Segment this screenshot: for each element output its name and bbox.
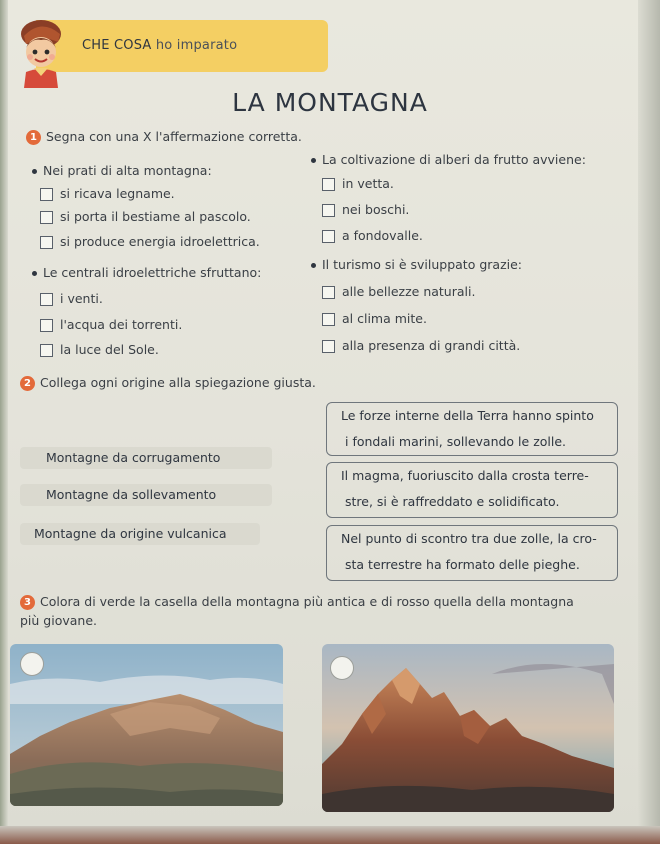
checkbox[interactable] xyxy=(322,286,335,299)
page-right-edge xyxy=(638,0,660,844)
q2-option-3[interactable]: a fondovalle. xyxy=(322,228,423,243)
origin-vulcanica[interactable]: Montagne da origine vulcanica xyxy=(20,523,260,545)
q3-option-1[interactable]: i venti. xyxy=(40,291,103,306)
origin-corrugamento[interactable]: Montagne da corrugamento xyxy=(20,447,272,469)
explanation-1[interactable]: Le forze interne della Terra hanno spinto i fondali marini, sollevando le zolle. xyxy=(326,402,618,456)
checkbox[interactable] xyxy=(322,204,335,217)
checkbox[interactable] xyxy=(322,313,335,326)
color-box-old-mountain[interactable] xyxy=(20,652,44,676)
exercise-3-instruction-line2: più giovane. xyxy=(20,613,98,628)
q3-option-2[interactable]: l'acqua dei torrenti. xyxy=(40,317,182,332)
checkbox[interactable] xyxy=(40,188,53,201)
bullet-icon xyxy=(311,263,316,268)
explanation-3[interactable]: Nel punto di scontro tra due zolle, la cro- sta terrestre ha formato delle pieghe. xyxy=(326,525,618,581)
q1-option-3[interactable]: si produce energia idroelettrica. xyxy=(40,234,260,249)
q4-option-3[interactable]: alla presenza di grandi città. xyxy=(322,338,520,353)
explanation-2[interactable]: Il magma, fuoriuscito dalla crosta terre- stre, si è raffreddato e solidificato. xyxy=(326,462,618,518)
q2-option-2[interactable]: nei boschi. xyxy=(322,202,409,217)
header-banner-text: CHE COSA ho imparato xyxy=(82,38,238,53)
page-binding-edge xyxy=(0,0,8,844)
checkbox[interactable] xyxy=(40,236,53,249)
checkbox[interactable] xyxy=(322,230,335,243)
bullet-icon xyxy=(32,169,37,174)
page-bottom-edge xyxy=(0,826,660,844)
question-2: La coltivazione di alberi da frutto avviene: xyxy=(311,152,586,167)
exercise-3-number: 3 xyxy=(20,595,35,610)
checkbox[interactable] xyxy=(322,340,335,353)
question-4: Il turismo si è sviluppato grazie: xyxy=(311,257,522,272)
old-mountain-image xyxy=(10,644,283,806)
page-title: LA MONTAGNA xyxy=(232,88,428,117)
bullet-icon xyxy=(32,271,37,276)
checkbox[interactable] xyxy=(40,319,53,332)
exercise-2-number: 2 xyxy=(20,376,35,391)
exercise-3-instruction: 3 Colora di verde la casella della montagna più antica e di rosso quella della montagna xyxy=(20,594,574,610)
checkbox[interactable] xyxy=(40,344,53,357)
checkbox[interactable] xyxy=(322,178,335,191)
photo-young-mountain xyxy=(322,644,614,812)
photo-old-mountain xyxy=(10,644,283,806)
q1-option-1[interactable]: si ricava legname. xyxy=(40,186,175,201)
exercise-1-number: 1 xyxy=(26,130,41,145)
q4-option-2[interactable]: al clima mite. xyxy=(322,311,427,326)
question-1: Nei prati di alta montagna: xyxy=(32,163,212,178)
checkbox[interactable] xyxy=(40,293,53,306)
exercise-2-instruction: 2 Collega ogni origine alla spiegazione giusta. xyxy=(20,375,316,391)
q2-option-1[interactable]: in vetta. xyxy=(322,176,394,191)
origin-sollevamento[interactable]: Montagne da sollevamento xyxy=(20,484,272,506)
mascot-illustration xyxy=(8,14,74,88)
q1-option-2[interactable]: si porta il bestiame al pascolo. xyxy=(40,209,251,224)
q3-option-3[interactable]: la luce del Sole. xyxy=(40,342,159,357)
young-mountain-image xyxy=(322,644,614,812)
checkbox[interactable] xyxy=(40,211,53,224)
bullet-icon xyxy=(311,158,316,163)
color-box-young-mountain[interactable] xyxy=(330,656,354,680)
q4-option-1[interactable]: alle bellezze naturali. xyxy=(322,284,475,299)
question-3: Le centrali idroelettriche sfruttano: xyxy=(32,265,261,280)
exercise-1-instruction: 1 Segna con una X l'affermazione corretta. xyxy=(26,129,302,145)
